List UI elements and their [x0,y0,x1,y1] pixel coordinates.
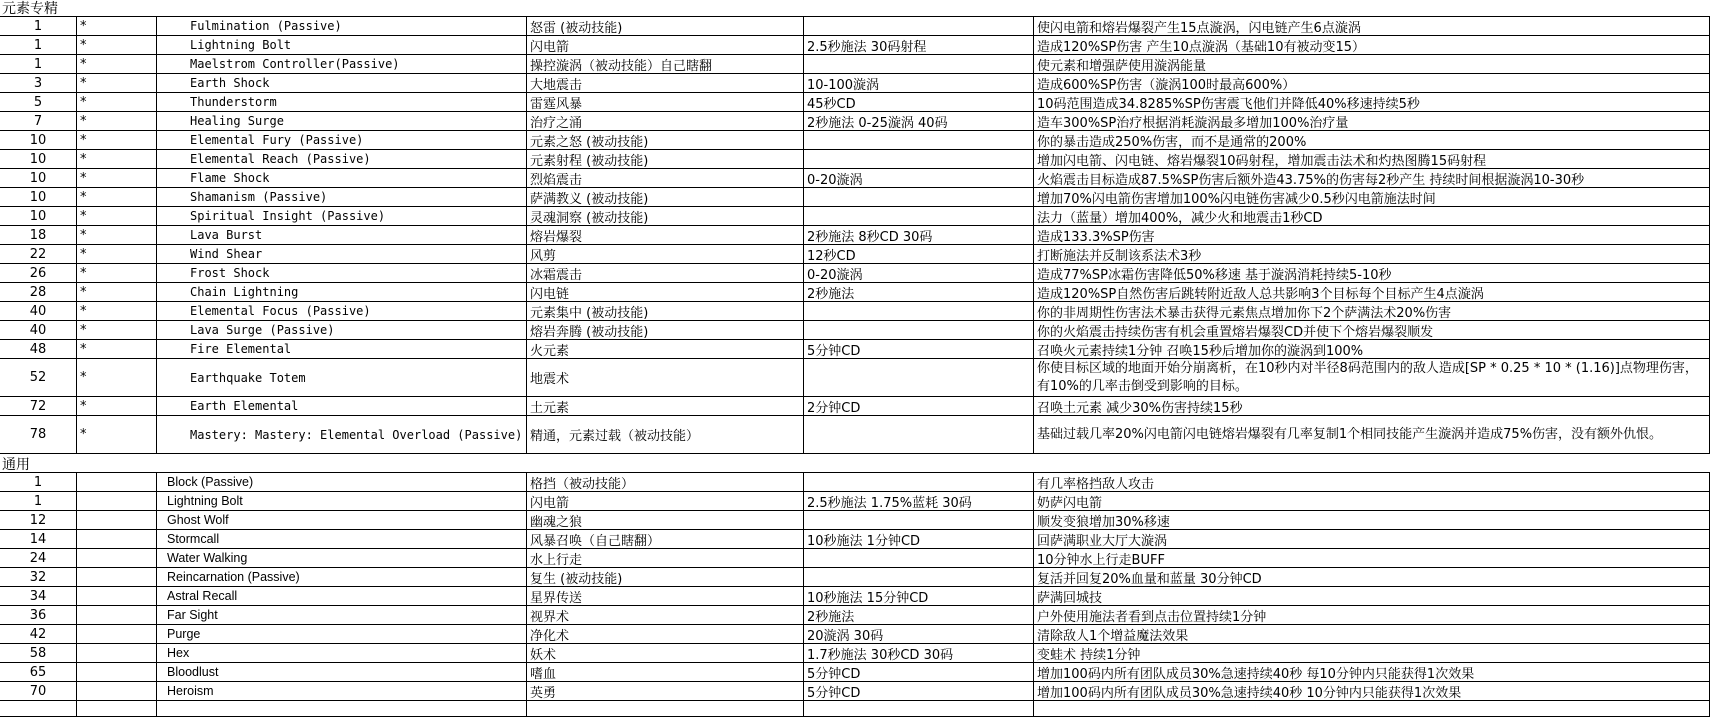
cell-desc[interactable]: 造成120%SP自然伤害后跳转附近敌人总共影响3个目标每个目标产生4点漩涡 [1034,283,1710,301]
cell-cast[interactable] [804,188,1034,206]
cell-name-en[interactable]: Spiritual Insight (Passive) [157,207,527,225]
cell-mark[interactable]: * [77,397,157,415]
cell-name-en[interactable]: Fulmination (Passive) [157,17,527,35]
cell-level[interactable]: 42 [0,625,77,643]
cell-cast[interactable]: 20漩涡 30码 [804,625,1034,643]
cell-level[interactable]: 72 [0,397,77,415]
cell-desc[interactable]: 使元素和增强萨使用漩涡能量 [1034,55,1710,73]
cell-level[interactable]: 26 [0,264,77,282]
section-title: 通用 [2,456,30,473]
cell-mark[interactable] [77,644,157,662]
cell-desc[interactable]: 复活并回复20%血量和蓝量 30分钟CD [1034,568,1710,586]
cell-mark[interactable]: * [77,207,157,225]
cell-cast[interactable]: 10-100漩涡 [804,74,1034,92]
cell-level[interactable]: 10 [0,150,77,168]
cell-name-en[interactable]: Frost Shock [157,264,527,282]
cell-name-cn[interactable]: 元素之怒 (被动技能) [527,131,804,149]
table-row[interactable] [0,549,1710,568]
cell-cast[interactable] [804,511,1034,529]
cell-name-cn[interactable]: 灵魂洞察 (被动技能) [527,207,804,225]
table-row[interactable] [0,511,1710,530]
cell-name-en[interactable]: Heroism [157,682,527,700]
cell-mark[interactable]: * [77,169,157,187]
cell-level[interactable]: 40 [0,321,77,339]
cell-cast[interactable]: 1.7秒施法 30秒CD 30码 [804,644,1034,662]
table-row[interactable] [0,530,1710,549]
cell-level[interactable]: 70 [0,682,77,700]
cell-mark[interactable]: * [77,112,157,130]
cell-mark[interactable] [77,530,157,548]
table-row[interactable] [0,359,1710,397]
cell-level[interactable]: 12 [0,511,77,529]
section-header-general[interactable] [0,455,1710,473]
cell-level[interactable]: 52 [0,359,77,396]
table-row[interactable] [0,207,1710,226]
table-row[interactable] [0,663,1710,682]
cell-mark[interactable]: * [77,55,157,73]
cell-level[interactable]: 32 [0,568,77,586]
cell-name-en[interactable]: Far Sight [157,606,527,624]
cell-name-en[interactable]: Purge [157,625,527,643]
cell-desc[interactable]: 你的火焰震击持续伤害有机会重置熔岩爆裂CD并使下个熔岩爆裂顺发 [1034,321,1710,339]
cell-name-en[interactable]: Chain Lightning [157,283,527,301]
cell-cast[interactable] [804,17,1034,35]
cell-cast[interactable] [804,207,1034,225]
cell-name-en[interactable]: Thunderstorm [157,93,527,111]
cell-name-en[interactable]: Ghost Wolf [157,511,527,529]
table-row[interactable] [0,397,1710,416]
cell-desc[interactable]: 造车300%SP治疗根据消耗漩涡最多增加100%治疗量 [1034,112,1710,130]
cell-name-en[interactable]: Elemental Reach (Passive) [157,150,527,168]
cell-name-cn[interactable]: 精通，元素过载（被动技能） [527,416,804,453]
table-row[interactable] [0,568,1710,587]
cell-name-cn[interactable]: 熔岩爆裂 [527,226,804,244]
cell-name-cn[interactable]: 风暴召唤（自己瞎翻） [527,530,804,548]
cell-desc[interactable]: 召唤土元素 减少30%伤害持续15秒 [1034,397,1710,415]
cell-level[interactable]: 40 [0,302,77,320]
cell-name-cn[interactable]: 复生 (被动技能) [527,568,804,586]
cell-cast[interactable]: 45秒CD [804,93,1034,111]
cell-desc[interactable]: 户外使用施法者看到点击位置持续1分钟 [1034,606,1710,624]
cell-name-cn[interactable]: 星界传送 [527,587,804,605]
cell-cast[interactable]: 2秒施法 [804,283,1034,301]
cell-level[interactable]: 10 [0,169,77,187]
table-row[interactable] [0,112,1710,131]
cell-name-en[interactable]: Hex [157,644,527,662]
cell-desc[interactable]: 基础过载几率20%闪电箭闪电链熔岩爆裂有几率复制1个相同技能产生漩涡并造成75%伤害，没有额外仇恨。 [1034,416,1710,453]
cell-desc[interactable]: 增加70%闪电箭伤害增加100%闪电链伤害减少0.5秒闪电箭施法时间 [1034,188,1710,206]
cell-desc[interactable]: 10分钟水上行走BUFF [1034,549,1710,567]
cell-name-cn[interactable]: 操控漩涡（被动技能）自己瞎翻 [527,55,804,73]
table-row[interactable] [0,226,1710,245]
cell-desc[interactable]: 你的非周期性伤害法术暴击获得元素焦点增加你下2个萨满法术20%伤害 [1034,302,1710,320]
cell-mark[interactable]: * [77,245,157,263]
cell-name-cn[interactable]: 元素集中 (被动技能) [527,302,804,320]
cell-name-en[interactable]: Bloodlust [157,663,527,681]
cell-name-cn[interactable]: 元素射程 (被动技能) [527,150,804,168]
cell-level[interactable]: 1 [0,492,77,510]
cell-cast[interactable]: 5分钟CD [804,340,1034,358]
cell-name-cn[interactable]: 格挡（被动技能） [527,473,804,491]
cell-mark[interactable]: * [77,340,157,358]
table-row[interactable] [0,644,1710,663]
cell-cast[interactable]: 5分钟CD [804,682,1034,700]
cell-desc[interactable]: 顺发变狼增加30%移速 [1034,511,1710,529]
cell-mark[interactable]: * [77,302,157,320]
cell-cast[interactable] [804,568,1034,586]
cell-name-cn[interactable]: 闪电链 [527,283,804,301]
cell-name-en[interactable]: Maelstrom Controller(Passive) [157,55,527,73]
cell-cast[interactable] [804,549,1034,567]
cell-level[interactable]: 5 [0,93,77,111]
cell-cast[interactable]: 5分钟CD [804,663,1034,681]
cell-name-en[interactable]: Fire Elemental [157,340,527,358]
cell-name-cn[interactable]: 英勇 [527,682,804,700]
cell-mark[interactable] [77,473,157,491]
cell-level[interactable]: 78 [0,416,77,453]
table-row[interactable] [0,169,1710,188]
cell-name-cn[interactable]: 妖术 [527,644,804,662]
table-row[interactable] [0,625,1710,644]
cell-name-en[interactable]: Earthquake Totem [157,359,527,396]
section-header-elemental[interactable] [0,0,1710,17]
cell-level[interactable]: 1 [0,36,77,54]
cell-desc[interactable]: 你使目标区域的地面开始分崩离析，在10秒内对半径8码范围内的敌人造成[SP * 0.25 * 10 * (1.16)]点物理伤害，有10%的几率击倒受到影响的目标。 [1034,359,1710,396]
cell-mark[interactable]: * [77,131,157,149]
cell-desc[interactable]: 增加100码内所有团队成员30%急速持续40秒 每10分钟内只能获得1次效果 [1034,663,1710,681]
cell-desc[interactable]: 萨满回城技 [1034,587,1710,605]
cell-mark[interactable]: * [77,283,157,301]
table-row[interactable] [0,131,1710,150]
cell-level[interactable]: 65 [0,663,77,681]
cell-name-en[interactable]: Lava Surge (Passive) [157,321,527,339]
cell-cast[interactable] [804,321,1034,339]
cell-mark[interactable]: * [77,226,157,244]
cell-level[interactable]: 14 [0,530,77,548]
cell-cast[interactable]: 2秒施法 [804,606,1034,624]
table-row[interactable] [0,245,1710,264]
cell-cast[interactable] [804,359,1034,396]
table-row[interactable] [0,340,1710,359]
cell-cast[interactable]: 2.5秒施法 1.75%蓝耗 30码 [804,492,1034,510]
cell-level[interactable]: 48 [0,340,77,358]
cell-name-cn[interactable]: 闪电箭 [527,492,804,510]
cell-level[interactable]: 58 [0,644,77,662]
cell-name-en[interactable]: Shamanism (Passive) [157,188,527,206]
cell-name-cn[interactable]: 火元素 [527,340,804,358]
cell-level[interactable] [0,699,77,716]
cell-level[interactable]: 34 [0,587,77,605]
cell-cast[interactable] [804,150,1034,168]
cell-name-cn[interactable]: 怒雷 (被动技能) [527,17,804,35]
table-row[interactable] [0,416,1710,454]
cell-name-cn[interactable]: 冰霜震击 [527,264,804,282]
cell-name-en[interactable]: Stormcall [157,530,527,548]
table-row[interactable] [0,321,1710,340]
cell-name-en[interactable]: Lightning Bolt [157,36,527,54]
cell-cast[interactable]: 0-20漩涡 [804,169,1034,187]
cell-mark[interactable]: * [77,74,157,92]
table-row[interactable] [0,283,1710,302]
cell-desc[interactable]: 回萨满职业大厅大漩涡 [1034,530,1710,548]
table-row[interactable] [0,473,1710,492]
table-row[interactable] [0,150,1710,169]
cell-level[interactable]: 10 [0,207,77,225]
cell-level[interactable]: 24 [0,549,77,567]
table-row[interactable] [0,188,1710,207]
cell-cast[interactable]: 2.5秒施法 30码射程 [804,36,1034,54]
cell-name-en[interactable]: Astral Recall [157,587,527,605]
cell-desc[interactable]: 召唤火元素持续1分钟 召唤15秒后增加你的漩涡到100% [1034,340,1710,358]
cell-mark[interactable]: * [77,359,157,396]
cell-name-en[interactable]: Lava Burst [157,226,527,244]
cell-name-cn[interactable]: 幽魂之狼 [527,511,804,529]
cell-mark[interactable] [77,568,157,586]
empty-row[interactable] [0,699,1710,717]
cell-mark[interactable] [77,492,157,510]
cell-level[interactable]: 18 [0,226,77,244]
cell-cast[interactable] [804,55,1034,73]
table-row[interactable] [0,74,1710,93]
cell-mark[interactable] [77,682,157,700]
cell-level[interactable]: 10 [0,131,77,149]
cell-mark[interactable]: * [77,150,157,168]
cell-desc[interactable]: 造成77%SP冰霜伤害降低50%移速 基于漩涡消耗持续5-10秒 [1034,264,1710,282]
cell-name-cn[interactable]: 净化术 [527,625,804,643]
cell-mark[interactable] [77,663,157,681]
cell-name-en[interactable]: Reincarnation (Passive) [157,568,527,586]
cell-level[interactable]: 36 [0,606,77,624]
cell-name-en[interactable]: Healing Surge [157,112,527,130]
cell-level[interactable]: 1 [0,55,77,73]
cell-desc[interactable]: 10码范围造成34.8285%SP伤害震飞他们并降低40%移速持续5秒 [1034,93,1710,111]
cell-cast[interactable] [804,131,1034,149]
cell-name-en[interactable]: Earth Shock [157,74,527,92]
cell-cast[interactable] [804,699,1034,716]
cell-name-cn[interactable]: 土元素 [527,397,804,415]
cell-cast[interactable] [804,416,1034,453]
table-row[interactable] [0,492,1710,511]
cell-desc[interactable]: 有几率格挡敌人攻击 [1034,473,1710,491]
cell-mark[interactable] [77,511,157,529]
cell-mark[interactable]: * [77,188,157,206]
table-row[interactable] [0,36,1710,55]
cell-mark[interactable] [77,549,157,567]
cell-mark[interactable]: * [77,36,157,54]
cell-name-cn[interactable] [527,699,804,716]
cell-name-cn[interactable]: 烈焰震击 [527,169,804,187]
cell-mark[interactable] [77,625,157,643]
table-row[interactable] [0,302,1710,321]
cell-mark[interactable] [77,606,157,624]
cell-cast[interactable]: 10秒施法 15分钟CD [804,587,1034,605]
cell-cast[interactable]: 12秒CD [804,245,1034,263]
cell-name-cn[interactable]: 地震术 [527,359,804,396]
cell-level[interactable]: 22 [0,245,77,263]
cell-name-en[interactable]: Elemental Fury (Passive) [157,131,527,149]
cell-cast[interactable]: 0-20漩涡 [804,264,1034,282]
cell-mark[interactable]: * [77,93,157,111]
cell-cast[interactable]: 10秒施法 1分钟CD [804,530,1034,548]
cell-mark[interactable]: * [77,321,157,339]
cell-desc[interactable]: 法力（蓝量）增加400%，减少火和地震击1秒CD [1034,207,1710,225]
cell-level[interactable]: 1 [0,473,77,491]
cell-desc[interactable]: 造成120%SP伤害 产生10点漩涡（基础10有被动变15） [1034,36,1710,54]
cell-mark[interactable] [77,587,157,605]
cell-desc[interactable]: 增加100码内所有团队成员30%急速持续40秒 10分钟内只能获得1次效果 [1034,682,1710,700]
section-title: 元素专精 [2,1,58,17]
cell-level[interactable]: 28 [0,283,77,301]
cell-name-en[interactable]: Lightning Bolt [157,492,527,510]
cell-name-en[interactable] [157,699,527,716]
table-row[interactable] [0,587,1710,606]
cell-name-en[interactable]: Mastery: Mastery: Elemental Overload (Passive) [157,416,527,453]
cell-desc[interactable]: 造成133.3%SP伤害 [1034,226,1710,244]
cell-desc[interactable]: 增加闪电箭、闪电链、熔岩爆裂10码射程，增加震击法术和灼热图腾15码射程 [1034,150,1710,168]
cell-name-cn[interactable]: 视界术 [527,606,804,624]
cell-cast[interactable] [804,473,1034,491]
table-row[interactable] [0,606,1710,625]
cell-desc[interactable]: 清除敌人1个增益魔法效果 [1034,625,1710,643]
cell-level[interactable]: 7 [0,112,77,130]
cell-desc[interactable]: 奶萨闪电箭 [1034,492,1710,510]
table-row[interactable] [0,93,1710,112]
cell-name-en[interactable]: Earth Elemental [157,397,527,415]
cell-name-cn[interactable]: 雷霆风暴 [527,93,804,111]
cell-name-en[interactable]: Elemental Focus (Passive) [157,302,527,320]
cell-mark[interactable]: * [77,264,157,282]
cell-name-en[interactable]: Flame Shock [157,169,527,187]
cell-name-cn[interactable]: 大地震击 [527,74,804,92]
cell-desc[interactable]: 变蛙术 持续1分钟 [1034,644,1710,662]
cell-level[interactable]: 10 [0,188,77,206]
cell-name-cn[interactable]: 熔岩奔腾 (被动技能) [527,321,804,339]
table-row[interactable] [0,17,1710,36]
cell-desc[interactable]: 火焰震击目标造成87.5%SP伤害后额外造43.75%的伤害每2秒产生 持续时间根据漩涡10-30秒 [1034,169,1710,187]
cell-desc[interactable]: 使闪电箭和熔岩爆裂产生15点漩涡，闪电链产生6点漩涡 [1034,17,1710,35]
cell-mark[interactable] [77,699,157,716]
cell-cast[interactable] [804,302,1034,320]
cell-desc[interactable]: 造成600%SP伤害（漩涡100时最高600%） [1034,74,1710,92]
cell-name-cn[interactable]: 闪电箭 [527,36,804,54]
cell-cast[interactable]: 2分钟CD [804,397,1034,415]
cell-desc[interactable] [1034,699,1710,716]
cell-name-en[interactable]: Block (Passive) [157,473,527,491]
cell-desc[interactable]: 你的暴击造成250%伤害，而不是通常的200% [1034,131,1710,149]
cell-desc[interactable]: 打断施法并反制该系法术3秒 [1034,245,1710,263]
cell-level[interactable]: 3 [0,74,77,92]
cell-name-en[interactable]: Water Walking [157,549,527,567]
cell-name-cn[interactable]: 风剪 [527,245,804,263]
cell-mark[interactable]: * [77,17,157,35]
cell-name-cn[interactable]: 水上行走 [527,549,804,567]
table-row[interactable] [0,55,1710,74]
cell-name-en[interactable]: Wind Shear [157,245,527,263]
cell-cast[interactable]: 2秒施法 0-25漩涡 40码 [804,112,1034,130]
cell-level[interactable]: 1 [0,17,77,35]
cell-name-cn[interactable]: 治疗之涌 [527,112,804,130]
table-row[interactable] [0,264,1710,283]
cell-name-cn[interactable]: 萨满教义 (被动技能) [527,188,804,206]
cell-mark[interactable]: * [77,416,157,453]
cell-name-cn[interactable]: 嗜血 [527,663,804,681]
cell-cast[interactable]: 2秒施法 8秒CD 30码 [804,226,1034,244]
